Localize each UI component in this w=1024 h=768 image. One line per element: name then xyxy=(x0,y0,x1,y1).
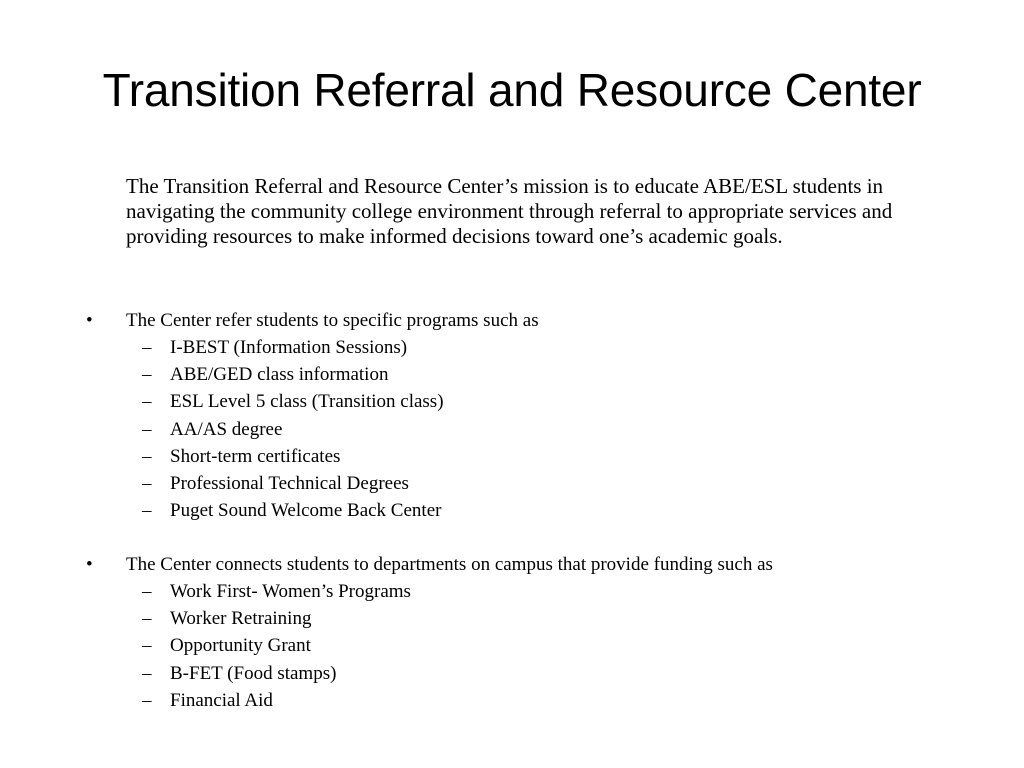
dash-icon: – xyxy=(142,364,152,386)
sub-item xyxy=(86,607,986,634)
dash-icon: – xyxy=(142,662,152,684)
mission-statement: The Transition Referral and Resource Center’s mission is to educate ABE/ESL students in navigating the community college environment through referral to appropriate services and providing resources to make informed decisions toward one’s academic goals. xyxy=(126,174,893,248)
dash-icon: – xyxy=(142,581,152,602)
dash-icon: – xyxy=(142,608,152,630)
dash-icon: – xyxy=(142,337,152,358)
sub-item-label: Puget Sound Welcome Back Center xyxy=(170,500,442,522)
bullet-heading: The Center connects students to departments on campus that provide funding such as xyxy=(126,554,773,575)
sub-item xyxy=(86,472,986,499)
sub-item xyxy=(86,689,986,716)
slide-title: Transition Referral and Resource Center xyxy=(102,64,922,116)
sub-item xyxy=(86,336,986,363)
programs-section xyxy=(86,309,986,526)
sub-item-label: Worker Retraining xyxy=(170,608,312,630)
sub-item-label: Short-term certificates xyxy=(170,445,341,467)
sub-item-label: ESL Level 5 class (Transition class) xyxy=(170,391,444,413)
sub-item-label: I-BEST (Information Sessions) xyxy=(170,337,408,358)
funding-section xyxy=(86,553,986,716)
dash-icon: – xyxy=(142,445,152,467)
sub-item xyxy=(86,445,986,472)
dash-icon: – xyxy=(142,635,152,657)
sub-item xyxy=(86,363,986,390)
sub-item-label: AA/AS degree xyxy=(170,418,283,440)
dash-icon: – xyxy=(142,418,152,440)
dash-icon: – xyxy=(142,391,152,413)
sub-item-label: Work First- Women’s Programs xyxy=(170,581,411,602)
sub-item xyxy=(86,580,986,607)
bullet-icon: • xyxy=(86,310,93,331)
bullet-item xyxy=(86,553,986,580)
sub-item-label: Opportunity Grant xyxy=(170,635,311,657)
dash-icon: – xyxy=(142,472,152,494)
sub-item xyxy=(86,418,986,445)
dash-icon: – xyxy=(142,689,152,711)
bullet-item xyxy=(86,309,986,336)
bullet-icon: • xyxy=(86,554,93,575)
sub-item xyxy=(86,634,986,661)
sub-item xyxy=(86,390,986,417)
sub-item xyxy=(86,499,986,526)
dash-icon: – xyxy=(142,500,152,522)
bullet-heading: The Center refer students to specific programs such as xyxy=(126,310,539,331)
sub-item-label: Professional Technical Degrees xyxy=(170,472,409,494)
sub-item-label: ABE/GED class information xyxy=(170,364,389,386)
sub-item-label: Financial Aid xyxy=(170,689,273,711)
sub-item-label: B-FET (Food stamps) xyxy=(170,662,337,684)
sub-item xyxy=(86,662,986,689)
